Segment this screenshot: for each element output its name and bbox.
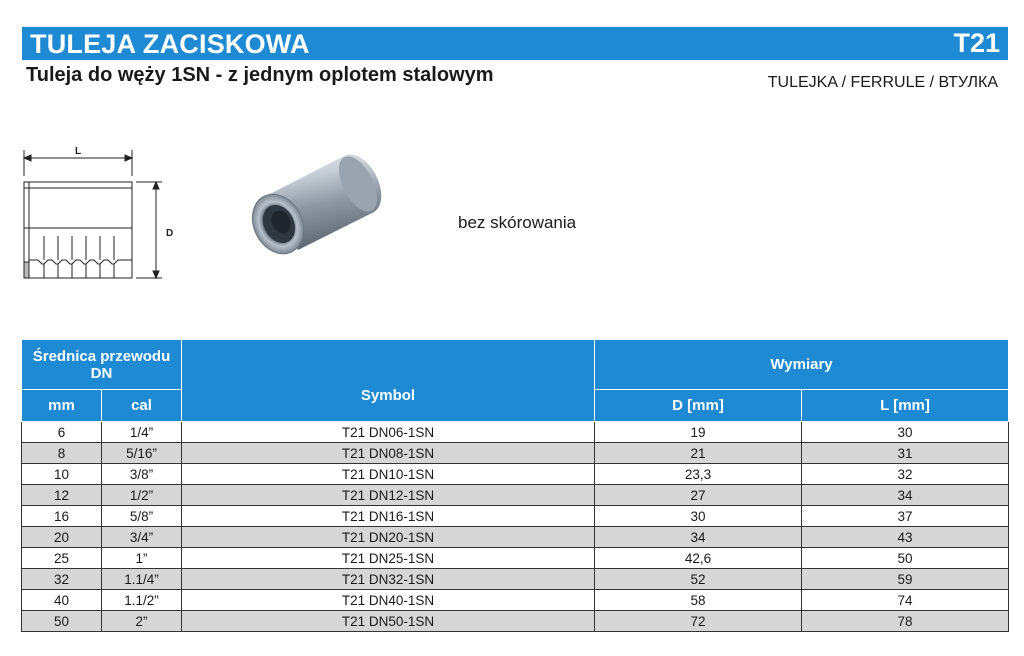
cell-l: 32 [802, 464, 1009, 485]
cell-symbol: T21 DN12-1SN [182, 485, 595, 506]
cell-d: 19 [595, 422, 802, 443]
cell-cal: 5/16” [102, 443, 182, 464]
cell-symbol: T21 DN32-1SN [182, 569, 595, 590]
table-row [22, 548, 1009, 569]
mm-header: mm [22, 390, 102, 422]
table-row [22, 506, 1009, 527]
skiving-note: bez skórowania [458, 213, 577, 232]
cell-l: 50 [802, 548, 1009, 569]
cell-cal: 1.1/2” [102, 590, 182, 611]
cell-mm: 6 [22, 422, 102, 443]
cell-d: 21 [595, 443, 802, 464]
cell-d: 23,3 [595, 464, 802, 485]
table-row [22, 527, 1009, 548]
cell-symbol: T21 DN06-1SN [182, 422, 595, 443]
cal-header: cal [102, 390, 182, 422]
cell-d: 58 [595, 590, 802, 611]
cell-mm: 25 [22, 548, 102, 569]
cell-l: 59 [802, 569, 1009, 590]
cell-d: 72 [595, 611, 802, 632]
ferrule-technical-drawing [14, 140, 174, 285]
cell-l: 31 [802, 443, 1009, 464]
table-row [22, 464, 1009, 485]
symbol-header: Symbol [182, 340, 595, 422]
table-row [22, 422, 1009, 443]
cell-mm: 50 [22, 611, 102, 632]
dimensions-group-header: Wymiary [595, 340, 1009, 390]
d-header: D [mm] [595, 390, 802, 422]
cell-symbol: T21 DN20-1SN [182, 527, 595, 548]
cell-cal: 5/8” [102, 506, 182, 527]
cell-d: 42,6 [595, 548, 802, 569]
cell-cal: 2” [102, 611, 182, 632]
cell-cal: 3/4” [102, 527, 182, 548]
cell-mm: 10 [22, 464, 102, 485]
table-row [22, 569, 1009, 590]
cell-mm: 32 [22, 569, 102, 590]
type-label: TULEJKA / FERRULE / ВТУЛКА [767, 74, 998, 91]
cell-cal: 1” [102, 548, 182, 569]
length-label: L [74, 146, 82, 157]
cell-symbol: T21 DN50-1SN [182, 611, 595, 632]
cell-symbol: T21 DN25-1SN [182, 548, 595, 569]
cell-symbol: T21 DN10-1SN [182, 464, 595, 485]
cell-l: 30 [802, 422, 1009, 443]
l-header: L [mm] [802, 390, 1009, 422]
cell-d: 34 [595, 527, 802, 548]
cell-cal: 3/8” [102, 464, 182, 485]
product-code: T21 [953, 28, 1000, 58]
table-row [22, 485, 1009, 506]
cell-l: 34 [802, 485, 1009, 506]
cell-mm: 40 [22, 590, 102, 611]
cell-mm: 20 [22, 527, 102, 548]
cell-mm: 12 [22, 485, 102, 506]
cell-l: 78 [802, 611, 1009, 632]
table-row [22, 590, 1009, 611]
cell-symbol: T21 DN08-1SN [182, 443, 595, 464]
cell-cal: 1.1/4” [102, 569, 182, 590]
table-row [22, 443, 1009, 464]
ferrule-photo [236, 150, 386, 260]
cell-symbol: T21 DN40-1SN [182, 590, 595, 611]
specs-table [21, 339, 1009, 632]
cell-l: 37 [802, 506, 1009, 527]
cell-l: 74 [802, 590, 1009, 611]
cell-d: 30 [595, 506, 802, 527]
page-title: TULEJA ZACISKOWA [30, 29, 310, 59]
cell-l: 43 [802, 527, 1009, 548]
cell-d: 52 [595, 569, 802, 590]
cell-d: 27 [595, 485, 802, 506]
page-subtitle: Tuleja do węży 1SN - z jednym oplotem stalowym [26, 64, 494, 86]
title-bar [22, 27, 1008, 60]
cell-mm: 16 [22, 506, 102, 527]
table-row [22, 611, 1009, 632]
cell-cal: 1/2” [102, 485, 182, 506]
dn-group-header: Średnica przewodu DN [22, 340, 182, 390]
diameter-label: D [166, 228, 174, 239]
cell-cal: 1/4” [102, 422, 182, 443]
cell-symbol: T21 DN16-1SN [182, 506, 595, 527]
cell-mm: 8 [22, 443, 102, 464]
